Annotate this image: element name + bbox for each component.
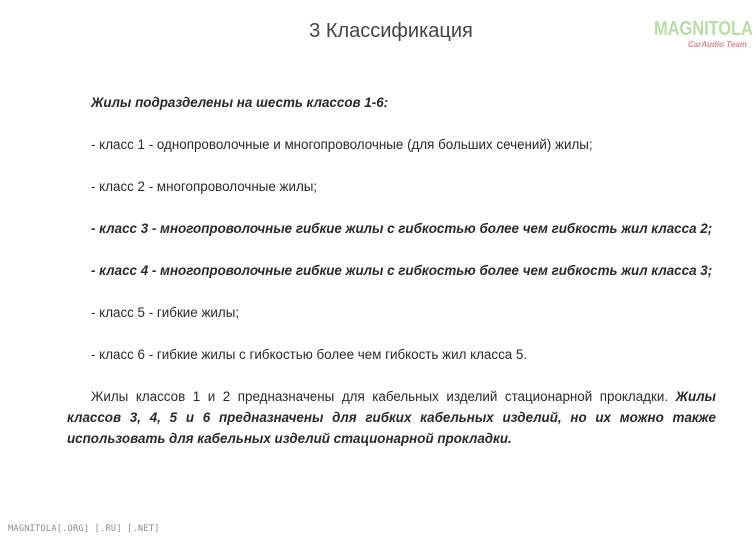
magnitola-logo [654,18,754,52]
logo-wordmark: MAGNITOLA [654,18,754,40]
class-2-item: - класс 2 - многопроволочные жилы; [91,179,318,194]
final-bold-text: Жилы классов 3, 4, 5 и 6 предназначены для гибких кабельных изделий, но их можно также использовать для кабельных изделий стационарной прокладки. [67,389,716,446]
class-1-item: - класс 1 - однопроволочные и многопроволочные (для больших сечений) жилы; [91,137,593,152]
logo-tagline: CarAudio Team [688,40,747,49]
class-3-item: - класс 3 - многопроволочные гибкие жилы с гибкостью более чем гибкость жил класса 2; [91,221,713,236]
intro-paragraph: Жилы подразделены на шесть классов 1-6: [91,95,389,110]
final-normal-text: Жилы классов 1 и 2 предназначены для кабельных изделий стационарной прокладки. [91,389,669,404]
class-4-item: - класс 4 - многопроволочные гибкие жилы с гибкостью более чем гибкость жил класса 3; [91,263,713,278]
article-body [67,92,716,470]
footer-watermark: MAGNITOLA[.ORG] [.RU] [.NET] [8,524,160,534]
page-title: 3 Классификация [309,20,473,42]
class-5-item: - класс 5 - гибкие жилы; [91,305,240,320]
final-paragraph [67,386,716,449]
class-6-item: - класс 6 - гибкие жилы с гибкостью более чем гибкость жил класса 5. [91,347,528,362]
